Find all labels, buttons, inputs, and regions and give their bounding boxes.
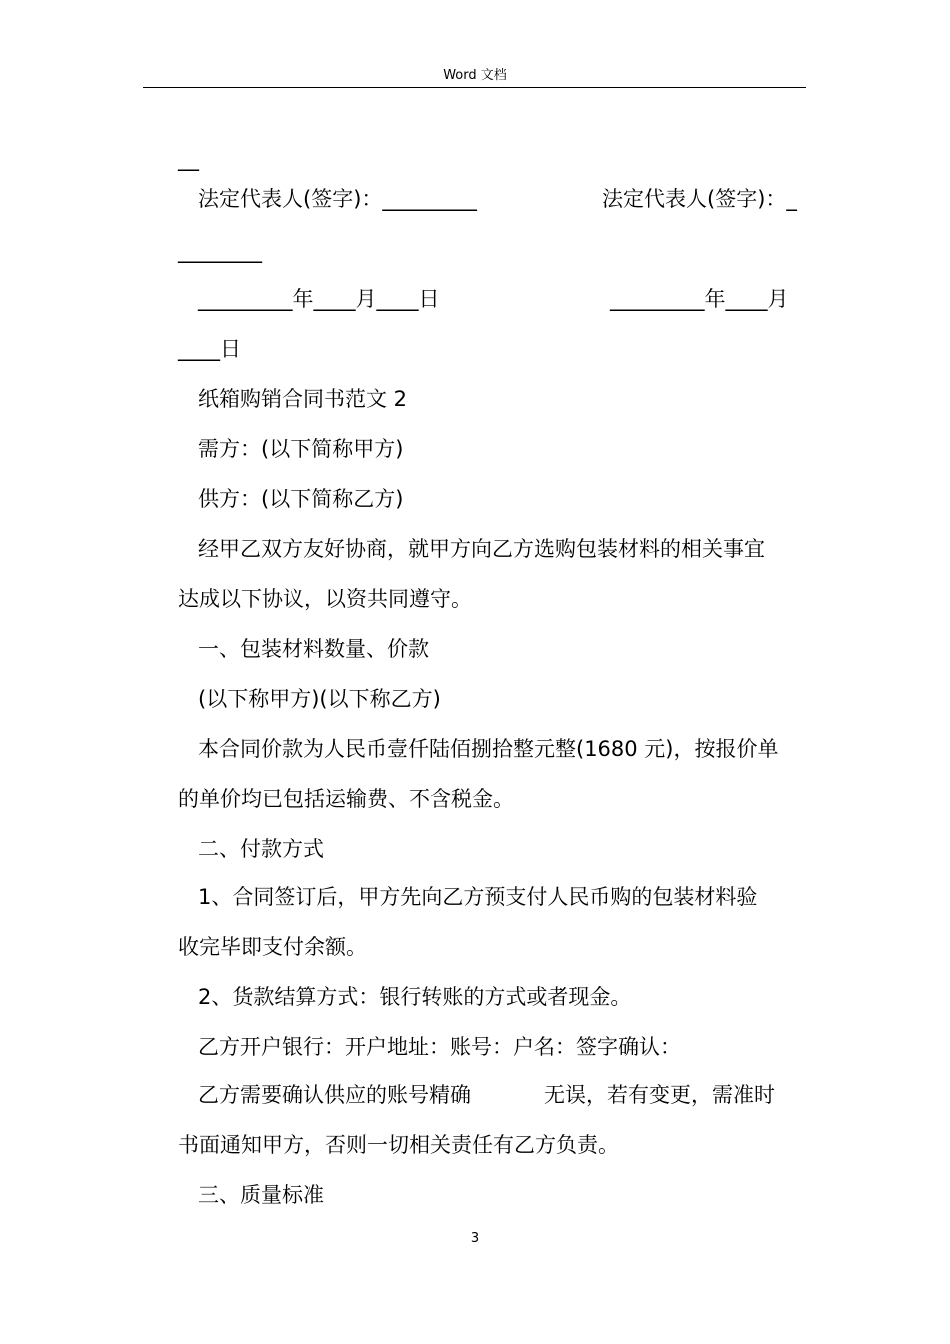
header-title: Word 文档: [443, 68, 507, 83]
text-line: __: [178, 147, 199, 171]
text-line: ____日: [178, 337, 241, 361]
text-line: 法定代表人(签字)：_________: [198, 187, 477, 211]
text-line: 2、货款结算方式：银行转账的方式或者现金。: [198, 985, 632, 1009]
section-heading: 三、质量标准: [198, 1183, 324, 1207]
text-line: ________: [178, 239, 262, 263]
text-line: (以下称甲方)(以下称乙方): [198, 687, 441, 711]
text-line: 无误，若有变更，需准时: [544, 1083, 775, 1107]
text-line: 1、合同签订后，甲方先向乙方预支付人民币购的包装材料验: [198, 885, 758, 909]
text-line: 经甲乙双方友好协商，就甲方向乙方选购包装材料的相关事宜: [198, 537, 765, 561]
text-line: 乙方开户银行：开户地址：账号：户名：签字确认：: [198, 1035, 681, 1059]
section-title: 纸箱购销合同书范文 2: [198, 387, 408, 411]
text-line: 的单价均已包括运输费、不含税金。: [178, 787, 514, 811]
text-line: 供方：(以下简称乙方): [198, 487, 404, 511]
text-line: 需方：(以下简称甲方): [198, 437, 404, 461]
text-line: _________年____月: [610, 287, 789, 311]
text-line: 达成以下协议，以资共同遵守。: [178, 587, 472, 611]
section-heading: 一、包装材料数量、价款: [198, 637, 429, 661]
text-line: _________年____月____日: [198, 287, 440, 311]
page-number: 3: [470, 1231, 480, 1246]
text-line: 书面通知甲方，否则一切相关责任有乙方负责。: [178, 1133, 619, 1157]
header-divider: [143, 87, 806, 88]
section-heading: 二、付款方式: [198, 837, 324, 861]
text-line: 收完毕即支付余额。: [178, 935, 367, 959]
text-line: 本合同价款为人民币壹仟陆佰捌拾整元整(1680 元)，按报价单: [198, 737, 779, 761]
text-line: 乙方需要确认供应的账号精确: [198, 1083, 471, 1107]
text-line: 法定代表人(签字)：_: [602, 187, 797, 211]
